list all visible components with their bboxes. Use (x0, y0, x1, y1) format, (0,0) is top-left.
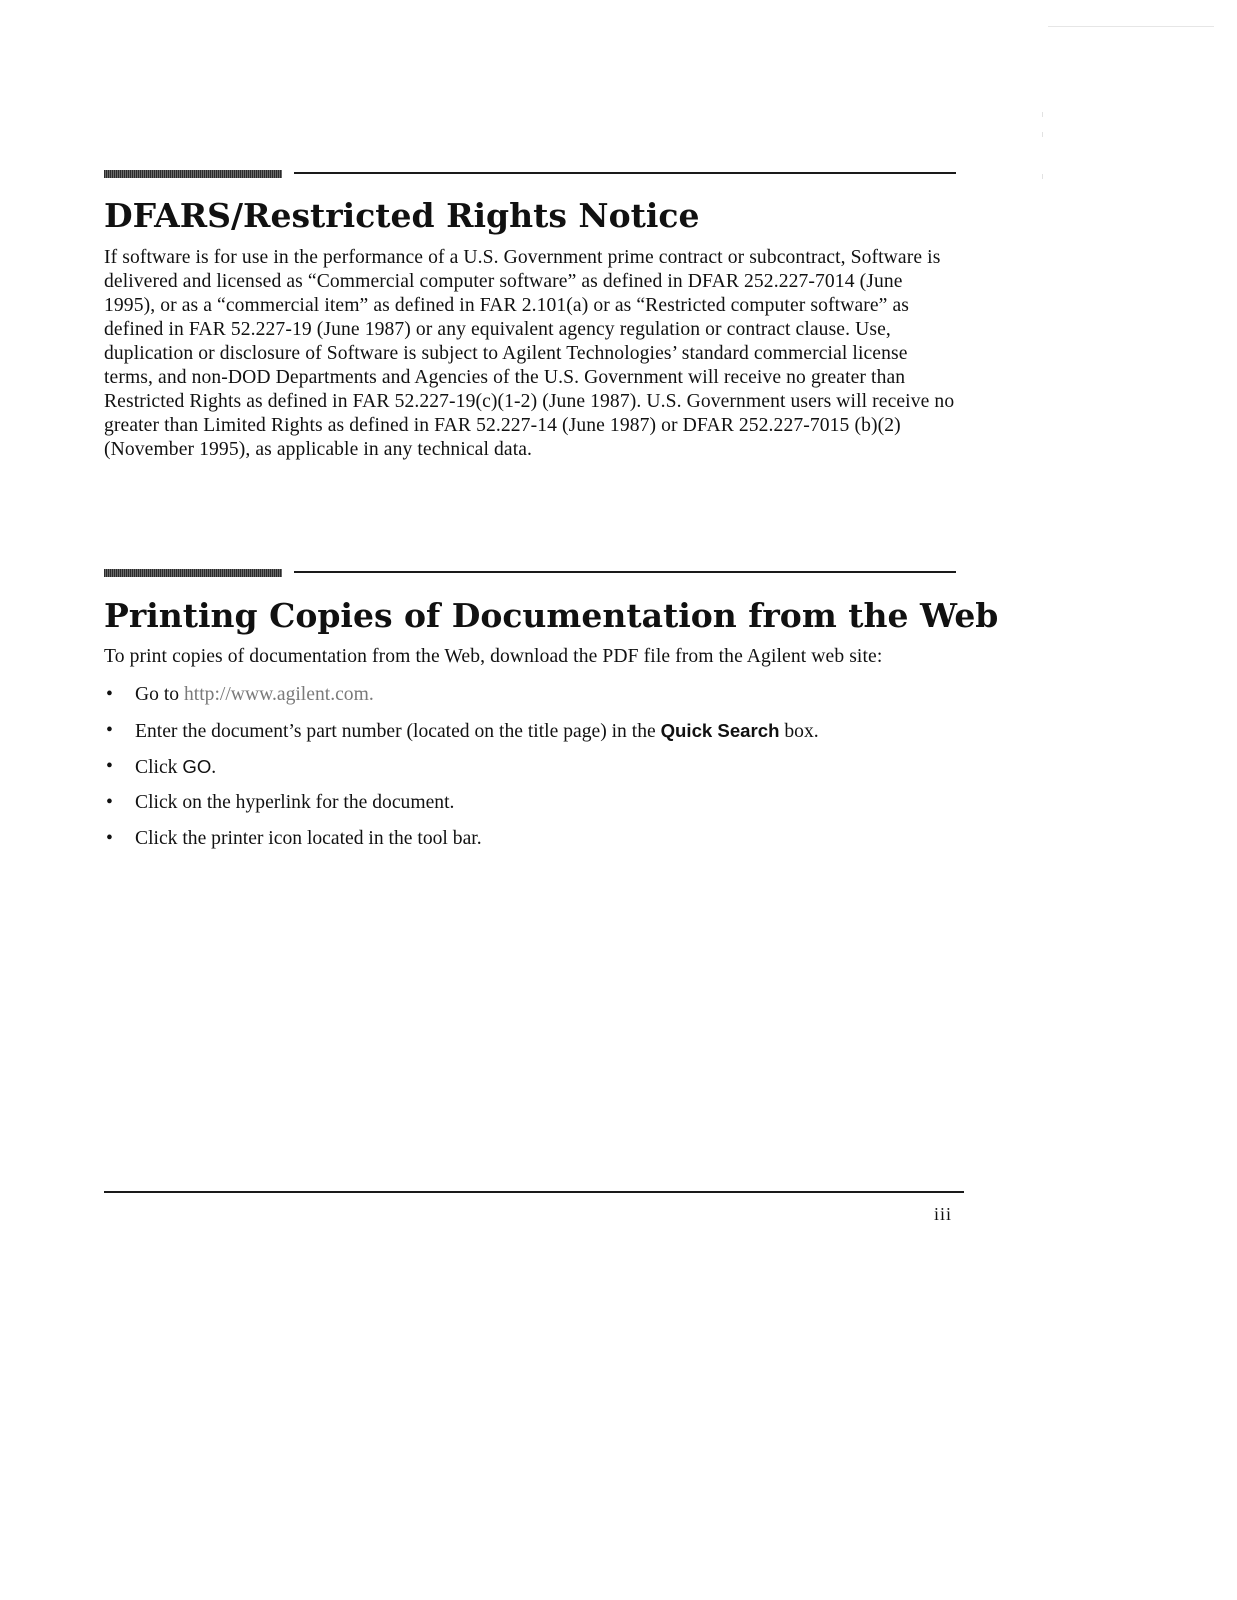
step-text: Click the printer icon located in the tool bar. (135, 828, 482, 849)
bullet-icon: • (106, 720, 113, 741)
list-item (104, 683, 956, 719)
steps-list (104, 683, 956, 863)
agilent-website-link[interactable]: http://www.agilent.com. (183, 684, 374, 705)
step-text: box. (779, 721, 819, 742)
footer-rule (104, 1191, 964, 1193)
restricted-rights-paragraph: If software is for use in the performance of a U.S. Government prime contract or subcontract, Software is delivered and licensed as “Commercial computer software” as defined in DFAR 252.227-7014 (June 1995), or as a “commercial item” as defined in FAR 2.101(a) or as “Restricted computer software” as defined in FAR 52.227-19 (June 1987) or any equivalent agency regulation or contract clause. Use, duplication or disclosure of Software is subject to Agilent Technologies’ standard commercial license terms, and non-DOD Departments and Agencies of the U.S. Government will receive no greater than Restricted Rights as defined in FAR 52.227-19(c)(1-2) (June 1987). U.S. Government users will receive no greater than Limited Rights as defined in FAR 52.227-14 (June 1987) or DFAR 252.227-7015 (b)(2) (November 1995), as applicable in any technical data. (104, 247, 955, 460)
list-item (104, 755, 956, 791)
step-text: Go to (135, 684, 184, 705)
rule-line (294, 571, 956, 573)
bullet-icon: • (106, 828, 113, 849)
go-label: GO (182, 756, 212, 777)
rule-bar (104, 170, 282, 178)
step-text: . (211, 757, 217, 778)
list-item (104, 791, 956, 827)
bullet-icon: • (106, 684, 113, 705)
bullet-icon: • (106, 756, 113, 777)
list-item (104, 827, 956, 863)
step-text: Enter the document’s part number (located on the title page) in the (135, 721, 661, 742)
bullet-icon: • (106, 792, 113, 813)
section-rule (104, 569, 956, 579)
section-heading: DFARS/Restricted Rights Notice (104, 196, 700, 235)
section-heading: Printing Copies of Documentation from the Web (104, 596, 999, 635)
step-text: Click on the hyperlink for the document. (135, 792, 455, 813)
scan-edge-mark (1048, 26, 1214, 27)
step-text: Click (135, 757, 183, 778)
list-item (104, 719, 956, 755)
page-number: iii (933, 1204, 952, 1224)
scan-speck (1042, 174, 1043, 179)
section-rule (104, 170, 956, 180)
intro-paragraph: To print copies of documentation from the Web, download the PDF file from the Agilent web site: (104, 646, 883, 667)
quick-search-label: Quick Search (660, 720, 780, 741)
scan-speck (1042, 132, 1043, 137)
rule-bar (104, 569, 282, 577)
dfars-section (104, 170, 956, 462)
rule-line (294, 172, 956, 174)
printing-section (104, 569, 999, 863)
scan-speck (1042, 112, 1043, 117)
